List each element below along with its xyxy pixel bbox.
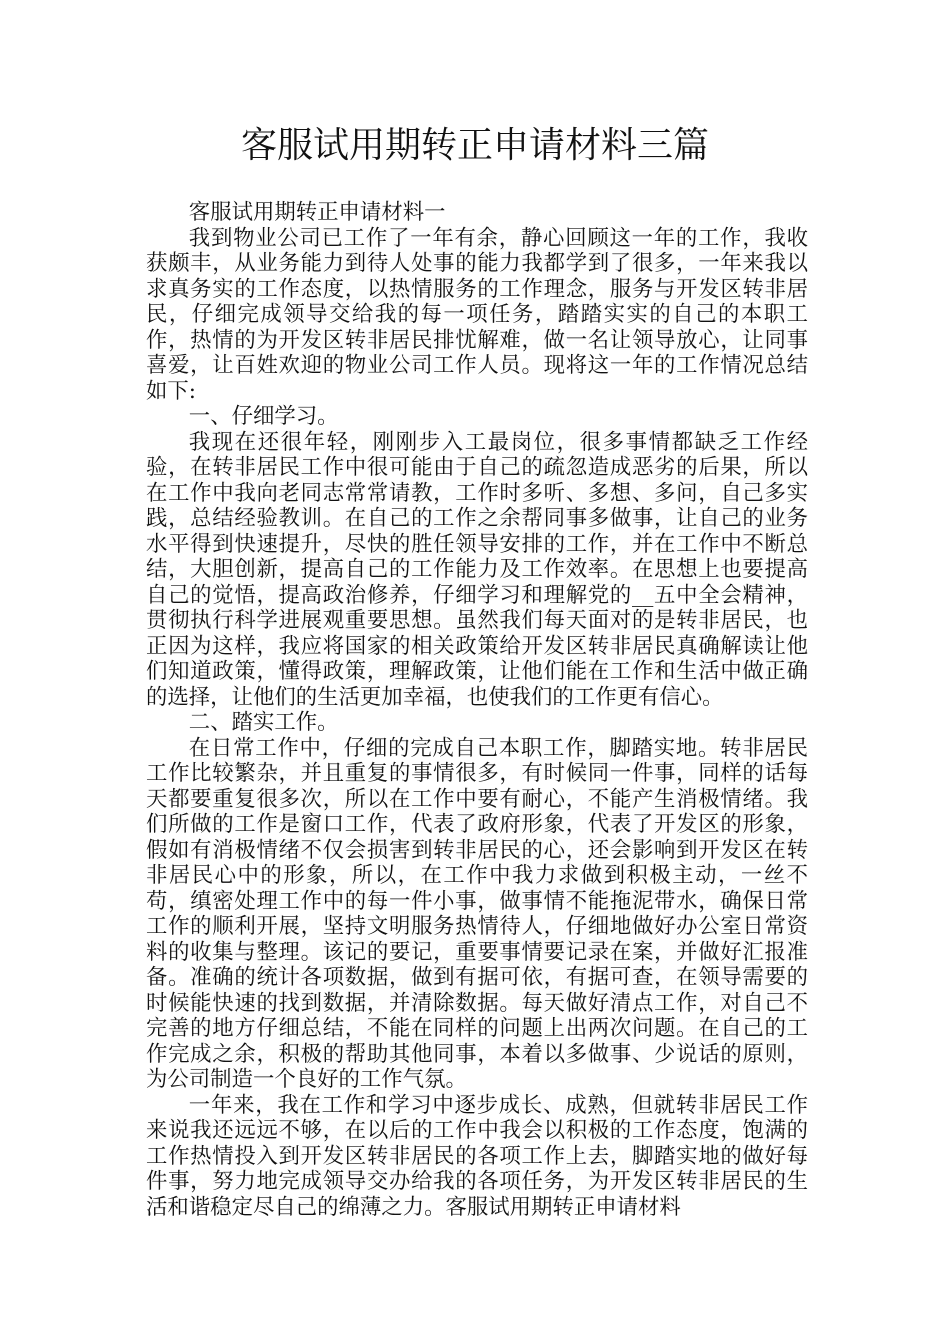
document-body — [146, 200, 808, 1220]
section-heading-1: 客服试用期转正申请材料一 — [188, 200, 446, 225]
intro-paragraph: 我到物业公司已工作了一年有余，静心回顾这一年的工作，我收获颇丰，从业务能力到待人处事的能力我都学到了很多，一年来我以求真务实的工作态度，以热情服务的工作理念，服务与开发区转非居民，仔细完成领导交给我的每一项任务，踏踏实实的自己的本职工作，热情的为开发区转非居民排忧解难，做一名让领导放心，让同事喜爱，让百姓欢迎的物业公司工作人员。现将这一年的工作情况总结如下: — [146, 225, 808, 404]
document-title: 客服试用期转正申请材料三篇 — [240, 125, 709, 166]
study-paragraph: 我现在还很年轻，刚刚步入工最岗位，很多事情都缺乏工作经验，在转非居民工作中很可能由于自己的疏忽造成恶劣的后果，所以在工作中我向老同志常常请教，工作时多听、多想、多问，自己多实践，总结经验教训。在自己的工作之余帮同事多做事，让自己的业务水平得到快速提升，尽快的胜任领导安排的工作，并在工作中不断总结，大胆创新，提高自己的工作能力及工作效率。在思想上也要提高自己的觉悟，提高政治修养，仔细学习和理解党的__五中全会精神，贯彻执行科学进展观重要思想。虽然我们每天面对的是转非居民，也正因为这样，我应将国家的相关政策给开发区转非居民真确解读让他们知道政策，懂得政策，理解政策，让他们能在工作和生活中做正确的选择，让他们的生活更加幸福，也使我们的工作更有信心。 — [146, 429, 808, 710]
section-heading-work: 二、踏实工作。 — [188, 710, 339, 735]
work-paragraph: 在日常工作中，仔细的完成自己本职工作，脚踏实地。转非居民工作比较繁杂，并且重复的事情很多，有时候同一件事，同样的话每天都要重复很多次，所以在工作中要有耐心，不能产生消极情绪。我们所做的工作是窗口工作，代表了政府形象，代表了开发区的形象，假如有消极情绪不仅会损害到转非居民的心，还会影响到开发区在转非居民心中的形象，所以，在工作中我力求做到积极主动，一丝不苟，缜密处理工作中的每一件小事，做事情不能拖泥带水，确保日常工作的顺利开展，坚持文明服务热情待人，仔细地做好办公室日常资料的收集与整理。该记的要记，重要事情要记录在案，并做好汇报准备。准确的统计各项数据，做到有据可依，有据可查，在领导需要的时候能快速的找到数据，并清除数据。每天做好清点工作，对自己不完善的地方仔细总结，不能在同样的问题上出两次问题。在自己的工作完成之余，积极的帮助其他同事，本着以多做事、少说话的原则，为公司制造一个良好的工作气氛。 — [146, 735, 808, 1092]
section-heading-study: 一、仔细学习。 — [188, 404, 339, 429]
closing-paragraph: 一年来，我在工作和学习中逐步成长、成熟，但就转非居民工作来说我还远远不够，在以后的工作中我会以积极的工作态度，饱满的工作热情投入到开发区转非居民的各项工作上去，脚踏实地的做好每件事，努力地完成领导交办给我的各项任务，为开发区转非居民的生活和谐稳定尽自己的绵薄之力。客服试用期转正申请材料 — [146, 1092, 808, 1220]
